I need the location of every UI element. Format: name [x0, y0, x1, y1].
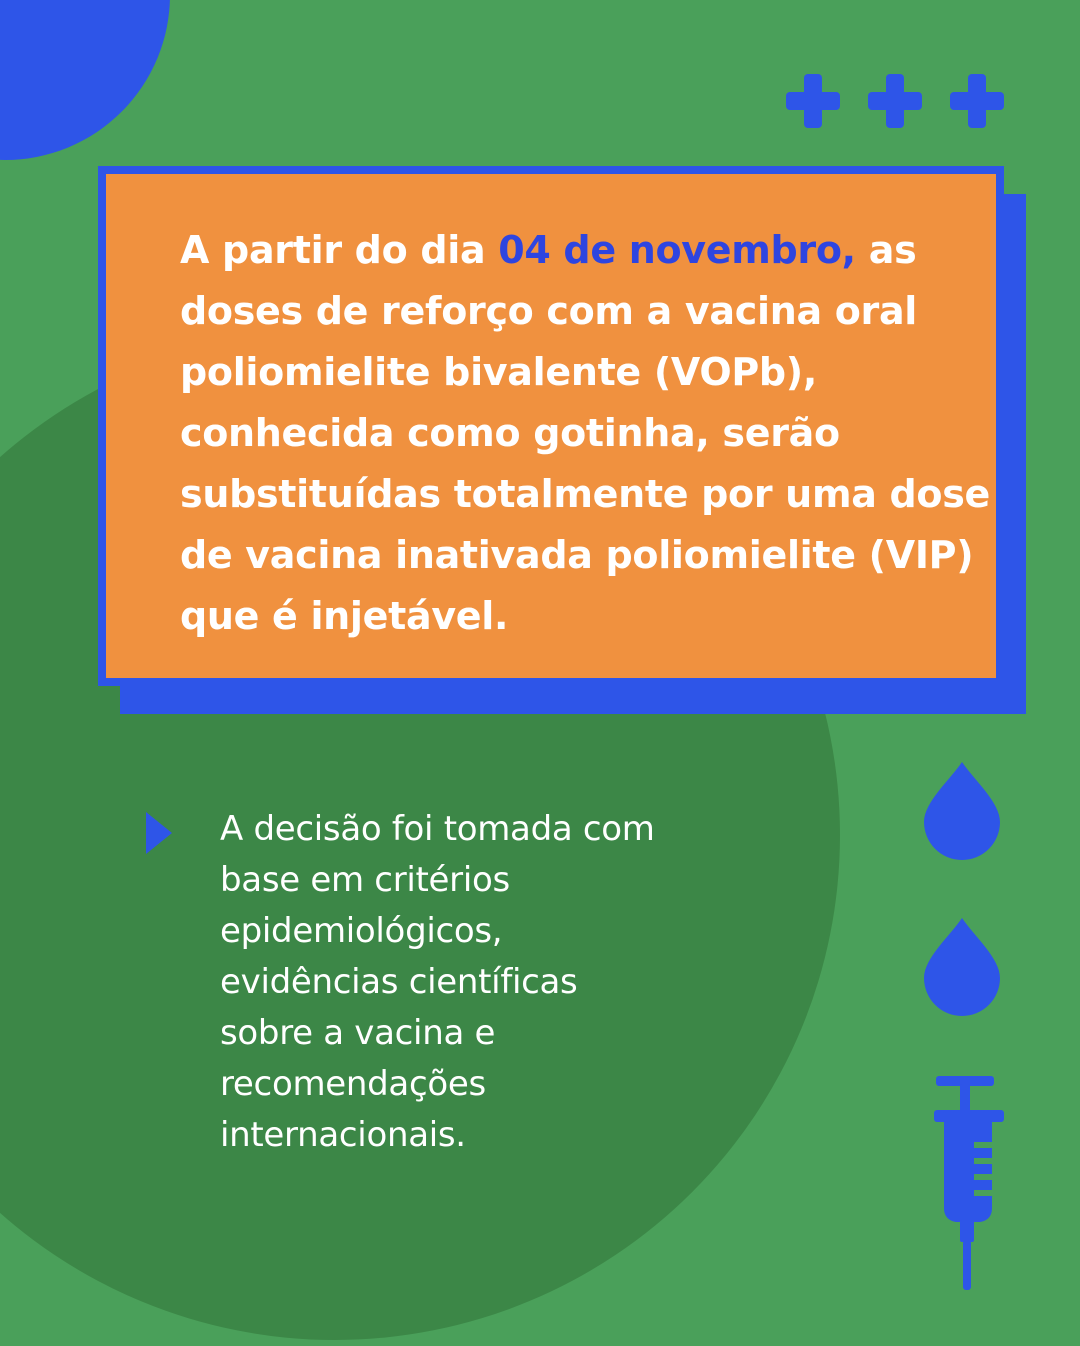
plus-icon [868, 74, 922, 128]
announcement-card [98, 166, 1004, 686]
announcement-text [180, 220, 1000, 647]
plus-icons-row [786, 74, 1004, 128]
plus-icon [950, 74, 1004, 128]
announcement-text-rest: as doses de reforço com a vacina oral poliomielite bivalente (VOPb), conhecida como gotinha, serão substituídas totalmente por uma dose de vacina inativada poliomielite (VIP) que é injetável. [180, 228, 991, 638]
decision-text: A decisão foi tomada com base em critérios epidemiológicos, evidências científicas sobre a vacina e recomendações internacionais. [220, 809, 655, 1155]
syringe-icon [930, 1074, 1010, 1294]
drop-icon [922, 916, 1002, 1016]
drop-icon [922, 760, 1002, 860]
plus-icon [786, 74, 840, 128]
play-bullet-icon [146, 812, 172, 854]
announcement-date-highlight: 04 de novembro, [498, 228, 856, 272]
corner-circle-decoration [0, 0, 170, 160]
announcement-text-lead: A partir do dia [180, 228, 499, 272]
